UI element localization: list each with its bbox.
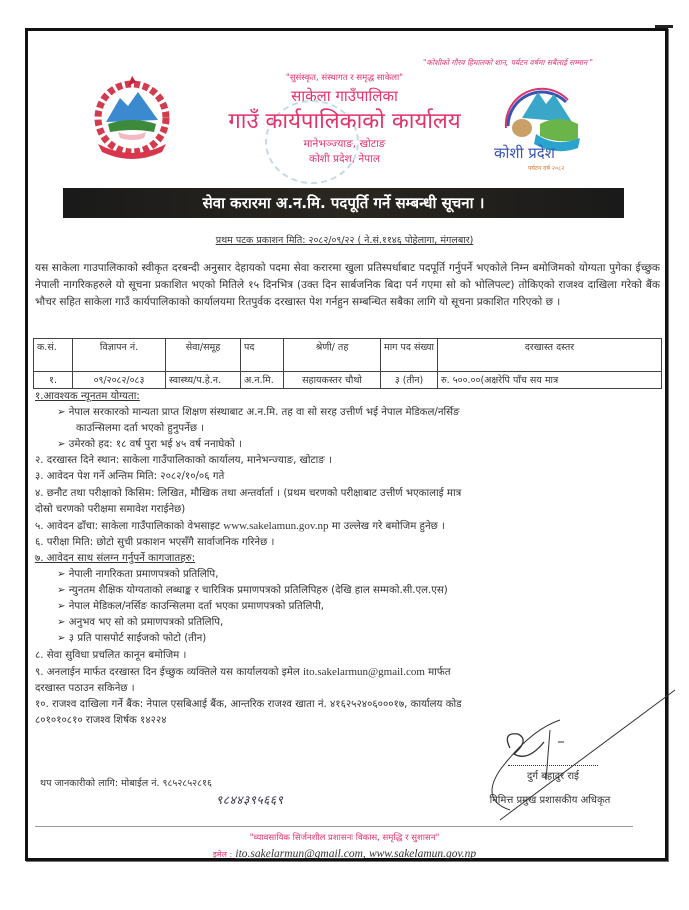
footer-slogan: "व्यावसायिक सिर्जनशील प्रशासनः विकास, समृद्धि र सुशासन" [249,833,440,843]
document-text: अनुभव भए सो को प्रमाणपत्रको प्रतिलिपि, [68,617,224,629]
qualification-item [35,437,660,453]
bullet-arrow-icon: ➢ [57,585,69,597]
handwritten-signature [440,670,680,830]
cell-service-group: स्वास्थ्य/प.हे.न. [166,372,241,389]
section-9-text: ९. अनलाईन मार्फत दरखास्त दिन ईच्छुक व्यक्तिले यस कार्यालयको इमेल [35,666,303,678]
section-9-text-end: मार्फत [424,666,451,678]
email-label: इमेल : [212,850,233,859]
signer-role: निमित्त प्रमुख प्रशासकीय अधिकृत [489,795,611,806]
document-item [35,631,660,647]
footer-divider [35,826,633,827]
section-3: ३. आवेदन पेश गर्ने अन्तिम मिति: २०८२/१०/०६ गते [35,471,225,483]
section-4-continued: दोस्रो चरणको परीक्षमा समावेश गराईनेछ) [35,503,186,515]
municipality-motto: "सुसंस्कृत, संस्थागत र समृद्ध साकेला" [285,73,404,83]
cell-vacancies: ३ (तीन) [381,372,438,389]
footer-website-link[interactable]: www.sakelamun.gov.np [368,848,477,860]
document-item [35,615,660,631]
document-text: ३ प्रति पासपोर्ट साईजको फोटो (तीन) [68,633,207,645]
col-serial: क.सं. [34,339,73,372]
footer-separator: , [362,848,366,860]
footer-email-link[interactable]: ito.sakelarmun@gmail.com [235,848,363,860]
section-5 [35,518,660,535]
address-line-2: कोशी प्रदेश, नेपाल [309,153,380,165]
qualification-item-continued: काउन्सिलमा दर्ता भएको हुनुपर्नेछ । [76,423,205,435]
publication-date: प्रथम पटक प्रकाशन मिति: २०८२/०९/२२ ( ने.सं.११४६ पोहेलागा, मंगलबार) [215,235,474,246]
section-2: २. दरखास्त दिने स्थान: साकेला गाउँपालिकाको कार्यालय, मानेभन्ज्याङ, खोटाङ । [35,455,332,467]
col-ad-number: विज्ञापन नं. [73,339,166,372]
table-row [34,372,662,389]
section-7-heading: ७. आवेदन साथ संलग्न गर्नुपर्ने कागजातहरु: [35,552,196,564]
section-6: ६. परीक्षा मिति: छोटो सुची प्रकाशन भएसँगै सार्वाजनिक गरिनेछ । [35,536,275,548]
section-4: ४. छनौट तथा परीक्षाको किसिम: लिखित, मौखिक तथा अन्तर्वार्ता । (प्रथम चरणको परीक्षाबाट उत्तीर्ण भएकालाई मात्र [35,487,462,499]
table-header-row [34,339,662,372]
bullet-arrow-icon: ➢ [57,601,69,613]
col-level: श्रेणी/ तह [284,339,381,372]
email-link[interactable]: ito.sakelarmun@gmail.com [302,665,425,678]
document-item [35,567,660,583]
bullet-arrow-icon: ➢ [57,407,69,419]
qualification-text: उमेरको हद: १८ वर्ष पुरा भई ४५ वर्ष ननाघेको । [68,439,242,451]
contact-info: थप जानकारीको लागि: मोबाईल नं. ९८५२८५२८१६ [40,778,212,789]
document-item [35,583,660,599]
col-service-group: सेवा/समूह [166,339,241,372]
footer-contact [0,848,689,860]
document-item [35,599,660,615]
document-text: नेपाल मेडिकल/नर्सिङ काउन्सिलमा दर्ता भएका प्रमाणपत्रको प्रतिलिपी, [68,601,325,613]
website-link[interactable]: www.sakelamun.gov.np [223,519,329,532]
signature-line [508,765,598,766]
cell-serial: १. [34,372,73,389]
address-line-1: मानेभञ्ज्याङ, खोटाङ [303,138,386,150]
section-1-heading: १.आवश्यक न्यूनतम योग्यता: [35,391,140,402]
section-8: ८. सेवा सुविधा प्रचलित कानून बमोजिम । [35,649,187,661]
col-post: पद [241,339,284,372]
cell-ad-number: ०९/२०८२/०८३ [73,372,166,389]
qualification-text: नेपाल सरकारको मान्यता प्राप्त शिक्षण संस्थाबाट अ.न.मि. तह वा सो सरह उत्तीर्ण भई नेपाल मेडिकल/नर्सिङ [68,407,460,419]
signer-name: दुर्ग बहादुर राई [527,771,579,782]
section-10-continued: ८०१०१०८१० राजश्व शिर्षक १४२२४ [35,714,167,726]
koshi-logo-text: कोशी प्रदेश [494,144,555,162]
col-fee: दरखास्त दस्तर [438,339,662,372]
municipality-name: साकेला गाउँपालिका [291,87,398,105]
cell-post: अ.न.मि. [241,372,284,389]
section-5-text: ५. आवेदन ढाँचा: साकेला गाउँपालिकाको वेभसाइट [35,520,224,532]
cell-level: सहायकस्तर चौथो [284,372,381,389]
handwritten-mobile-number: ९८४४३९५६६९ [216,793,284,807]
document-text: न्युनतम शैक्षिक योग्यताको लब्धाङ्क र चारित्रिक प्रमाणपत्रको प्रतिलिपिहरु (देखि हाल सम्मको.सी.एल.एस) [68,585,448,597]
bullet-arrow-icon: ➢ [57,633,69,645]
tourism-slogan: "कोशीको गौरव हिमालको शान, पर्यटन वर्षमा सबैलाई सम्मान " [423,58,593,67]
bullet-arrow-icon: ➢ [57,617,69,629]
vacancy-table [33,338,662,389]
cell-fee: रु. ५००.००(अक्षरेपि पाँच सय मात्र [438,372,662,389]
document-text: नेपाली नागरिकता प्रमाणपत्रको प्रतिलिपि, [68,569,219,581]
notice-title-banner: सेवा करारमा अ.न.मि. पदपूर्ति गर्ने सम्बन्धी सूचना । [63,188,624,218]
section-5-text-end: मा उल्लेख गरे बमोजिम हुनेछ । [328,520,445,532]
bullet-arrow-icon: ➢ [57,439,69,451]
section-10: १०. राजश्व दाखिला गर्ने बैंक: नेपाल एसबिआई बैंक, आन्तरिक राजश्व खाता नं. ४१६२५२४०६०००१७, कार्यालय कोड [35,698,462,710]
col-vacancies: माग पद संख्या [381,339,438,372]
section-9-continued: दरखास्त पठाउन सकिनेछ । [35,682,135,694]
signer-block [478,765,628,782]
notice-intro: यस साकेला गाउपालिकाको स्वीकृत दरबन्दी अनुसार देहायको पदमा सेवा करारमा खुला प्रतिस्पर्धाबाट पदपूर्ति गर्नुपर्ने भएकोले निम्न बमोजिमको योग्यता पुगेका ईच्छुक नेपाली नागरिकहरुले यो सूचना प्रकाशित भएको मितिले १५ दिनभित्र (उक्त दिन सार्बजनिक बिदा पर्न गएमा सो को भोलिपल्ट) तोकिएको राजश्व दाखिला गरेको बैंक भौचर सहित साकेला गाउँ कार्यपालिकाको कार्यालयमा रितपुर्वक दरखास्त पेश गर्नहुन सम्बन्धित सबैका लागि यो सूचना प्रकाशित गरिएको छ । [35,262,660,308]
qualification-item [35,405,660,421]
office-name: गाउँ कार्यपालिकाको कार्यालय [228,109,461,134]
koshi-logo-subtext: पर्यटन वर्ष २०८२ [528,165,565,172]
bullet-arrow-icon: ➢ [57,569,69,581]
